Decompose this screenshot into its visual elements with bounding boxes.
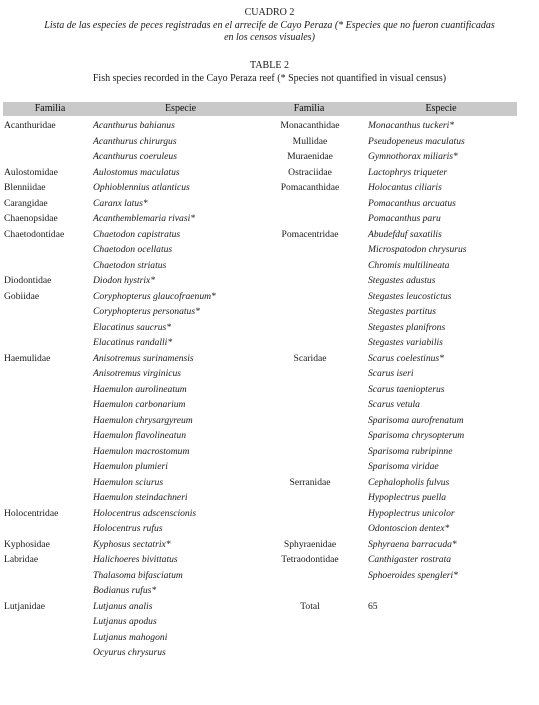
- especie-cell: Kyphosus sectatrix*: [93, 538, 171, 550]
- table-row: [0, 397, 539, 413]
- table-row: [0, 413, 539, 429]
- table-row: [0, 506, 539, 522]
- table-row: [0, 537, 539, 553]
- especie-cell: Scarus taeniopterus: [368, 383, 445, 395]
- especie-cell: Thalasoma bifasciatum: [93, 569, 183, 581]
- table-row: [0, 614, 539, 630]
- especie-cell: Haemulon aurolineatum: [93, 383, 187, 395]
- especie-cell: Pomacanthus paru: [368, 213, 441, 224]
- header-familia-2: Familia: [293, 103, 325, 114]
- familia-cell: Tetraodontidae: [281, 554, 339, 565]
- especie-cell: Chromis multilineata: [368, 259, 450, 271]
- familia-cell: Labridae: [4, 554, 39, 565]
- especie-cell: Chaetodon ocellatus: [93, 244, 173, 255]
- table-row: [0, 227, 539, 243]
- especie-cell: Scarus iseri: [368, 368, 414, 379]
- cuadro-description-line-1: Lista de las especies de peces registradas en el arrecife de Cayo Peraza (* Especies que no fueron cuantificadas: [44, 20, 495, 31]
- especie-cell: Lutjanus analis: [93, 600, 153, 612]
- table-row: [0, 196, 539, 212]
- table-row: [0, 118, 539, 134]
- cuadro-description: [0, 20, 539, 44]
- header-especie-1: Especie: [164, 103, 197, 114]
- especie-cell: Stegastes adustus: [368, 275, 436, 286]
- table-row: [0, 165, 539, 181]
- familia-cell: Muraenidae: [287, 151, 333, 162]
- especie-cell: Acanthemblemaria rivasi*: [93, 213, 196, 224]
- familia-cell: Chaetodontidae: [4, 228, 65, 240]
- especie-cell: Haemulon steindachneri: [93, 492, 188, 503]
- especie-cell: Monacanthus tuckeri*: [368, 120, 455, 131]
- header-especie-2: Especie: [425, 103, 457, 114]
- table-row: [0, 382, 539, 398]
- familia-cell: Carangidae: [4, 197, 48, 209]
- table-row: [0, 630, 539, 646]
- especie-cell: Acanthurus bahianus: [93, 120, 175, 131]
- especie-cell: Lutjanus mahogoni: [93, 631, 168, 643]
- especie-cell: Pomacanthus arcuatus: [368, 197, 456, 209]
- table-row: [0, 211, 539, 227]
- especie-cell: Pseudopeneus maculatus: [368, 135, 465, 147]
- especie-cell: Scarus vetula: [368, 399, 420, 410]
- familia-cell: Kyphosidae: [4, 538, 50, 550]
- header-familia-1: Familia: [34, 103, 66, 114]
- especie-cell: Haemulon flavolineatun: [93, 430, 186, 441]
- familia-cell: Chaenopsidae: [4, 213, 58, 224]
- especie-cell: Chaetodon striatus: [93, 259, 167, 271]
- especie-cell: Chaetodon capistratus: [93, 228, 181, 240]
- especie-cell: Stegastes variabilis: [368, 337, 443, 348]
- table-row: [0, 599, 539, 615]
- especie-cell: Ophioblennius atlanticus: [93, 182, 190, 193]
- table-row: [0, 444, 539, 460]
- familia-cell: Mullidae: [292, 135, 328, 147]
- especie-cell: Ocyurus chrysurus: [93, 647, 166, 658]
- especie-cell: Hypoplectrus puella: [368, 492, 447, 503]
- table-row: [0, 475, 539, 491]
- table-row: [0, 645, 539, 661]
- especie-cell: Aulostomus maculatus: [93, 166, 180, 178]
- table-row: [0, 351, 539, 367]
- familia-cell: Sphyraenidae: [283, 538, 337, 550]
- especie-cell: Sparisoma rubripinne: [368, 445, 453, 457]
- especie-cell: Stegastes planifrons: [368, 321, 446, 333]
- table-row: [0, 335, 539, 351]
- especie-cell: Haemulon macrostomum: [93, 445, 190, 457]
- especie-cell: Anisotremus virginicus: [93, 368, 182, 379]
- table-row: [0, 583, 539, 599]
- table-title: TABLE 2: [250, 60, 289, 71]
- table-row: [0, 428, 539, 444]
- familia-cell: Diodontidae: [4, 275, 52, 286]
- especie-cell: Abudefduf saxatilis: [368, 228, 442, 240]
- cuadro-title: CUADRO 2: [244, 7, 295, 18]
- especie-cell: Anisotremus surinamensis: [93, 352, 194, 364]
- table-row: [0, 521, 539, 537]
- familia-cell: Total: [300, 600, 320, 612]
- especie-cell: Sparisoma aurofrenatum: [368, 414, 464, 426]
- especie-cell: Holocentrus adscenscionis: [93, 507, 197, 519]
- especie-cell: 65: [368, 600, 378, 612]
- especie-cell: Holocantus ciliaris: [368, 182, 442, 193]
- especie-cell: Acanthurus coeruleus: [93, 151, 177, 162]
- especie-cell: Cephalopholis fulvus: [368, 476, 450, 488]
- especie-cell: Elacatinus saucrus*: [93, 321, 172, 333]
- especie-cell: Microspatodon chrysurus: [368, 244, 467, 255]
- especie-cell: Holocentrus rufus: [93, 523, 163, 534]
- especie-cell: Stegastes leucostictus: [368, 290, 452, 302]
- especie-cell: Sphyraena barracuda*: [368, 538, 457, 550]
- table-row: [0, 304, 539, 320]
- cuadro-description-line-2: en los censos visuales): [224, 32, 315, 43]
- familia-cell: Ostraciidae: [288, 166, 332, 178]
- table-row: [0, 490, 539, 506]
- table-row: [0, 258, 539, 274]
- especie-cell: Sparisoma chrysopterum: [368, 430, 465, 441]
- familia-cell: Serranidae: [289, 476, 331, 488]
- especie-cell: Diodon hystrix*: [93, 275, 156, 286]
- especie-cell: Acanthurus chirurgus: [93, 135, 177, 147]
- table-row: [0, 459, 539, 475]
- especie-cell: Bodianus rufus*: [93, 585, 157, 596]
- table-row: [0, 320, 539, 336]
- table-row: [0, 289, 539, 305]
- especie-cell: Haemulon plumieri: [93, 461, 168, 472]
- especie-cell: Haemulon sciurus: [93, 476, 164, 488]
- familia-cell: Pomacanthidae: [280, 182, 340, 193]
- especie-cell: Lactophrys triqueter: [368, 166, 448, 178]
- especie-cell: Stegastes partitus: [368, 306, 436, 317]
- especie-cell: Odontoscion dentex*: [368, 523, 450, 534]
- especie-cell: Coryphopterus personatus*: [93, 306, 200, 317]
- especie-cell: Haemulon chrysargyreum: [93, 414, 193, 426]
- table-row: [0, 149, 539, 165]
- especie-cell: Lutjanus apodus: [93, 616, 157, 627]
- table-row: [0, 568, 539, 584]
- table-row: [0, 366, 539, 382]
- familia-cell: Holocentridae: [4, 507, 59, 519]
- familia-cell: Blenniidae: [4, 182, 46, 193]
- table-header: [3, 102, 517, 116]
- familia-cell: Gobiidae: [4, 290, 40, 302]
- table-row: [0, 552, 539, 568]
- familia-cell: Haemulidae: [4, 352, 51, 364]
- especie-cell: Elacatinus randalli*: [93, 337, 173, 348]
- familia-cell: Pomacentridae: [281, 228, 339, 240]
- especie-cell: Haemulon carbonarium: [93, 399, 186, 410]
- familia-cell: Acanthuridae: [4, 120, 56, 131]
- table-row: [0, 273, 539, 289]
- familia-cell: Monacanthidae: [280, 120, 340, 131]
- especie-cell: Halichoeres bivittatus: [93, 554, 178, 565]
- especie-cell: Canthigaster rostrata: [368, 554, 452, 565]
- familia-cell: Aulostomidae: [4, 166, 58, 178]
- especie-cell: Scarus coelestinus*: [368, 352, 444, 364]
- table-row: [0, 180, 539, 196]
- especie-cell: Sphoeroides spengleri*: [368, 569, 458, 581]
- familia-cell: Lutjanidae: [4, 600, 46, 612]
- especie-cell: Coryphopterus glaucofraenum*: [93, 290, 216, 302]
- familia-cell: Scaridae: [293, 352, 327, 364]
- especie-cell: Sparisoma viridae: [368, 461, 439, 472]
- especie-cell: Caranx latus*: [93, 197, 148, 209]
- especie-cell: Hypoplectrus unicolor: [368, 507, 455, 519]
- table-description: Fish species recorded in the Cayo Peraza reef (* Species not quantified in visual census): [92, 73, 447, 84]
- especie-cell: Gymnothorax miliaris*: [368, 151, 458, 162]
- table-row: [0, 134, 539, 150]
- table-row: [0, 242, 539, 258]
